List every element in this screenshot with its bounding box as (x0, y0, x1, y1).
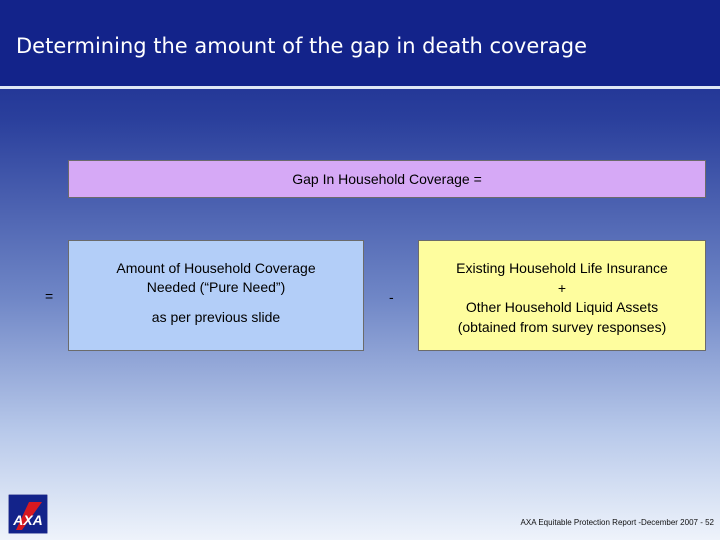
assets-line-4: (obtained from survey responses) (457, 318, 667, 335)
title-bar (0, 0, 720, 86)
gap-label: Gap In Household Coverage = (292, 171, 482, 187)
need-line-2: Needed (“Pure Need”) (146, 279, 286, 295)
minus-sign: - (389, 289, 394, 305)
equals-sign: = (45, 288, 54, 304)
need-line-1: Amount of Household Coverage (116, 260, 316, 276)
coverage-need-box (68, 240, 364, 351)
assets-line-1: Existing Household Life Insurance (456, 260, 668, 276)
assets-line-3: Other Household Liquid Assets (465, 299, 659, 315)
slide-title: Determining the amount of the gap in death coverage (16, 34, 588, 58)
gap-formula-box (68, 160, 706, 198)
footer-source: AXA Equitable Protection Report -December 2007 - 52 (520, 518, 714, 527)
logo-text: AXA (13, 512, 43, 528)
existing-assets-box (418, 240, 706, 351)
need-text (69, 259, 363, 297)
header-rule (0, 86, 720, 89)
axa-logo (8, 494, 48, 534)
assets-text (419, 259, 705, 337)
assets-line-2: + (557, 279, 567, 296)
need-line-3: as per previous slide (151, 309, 281, 325)
